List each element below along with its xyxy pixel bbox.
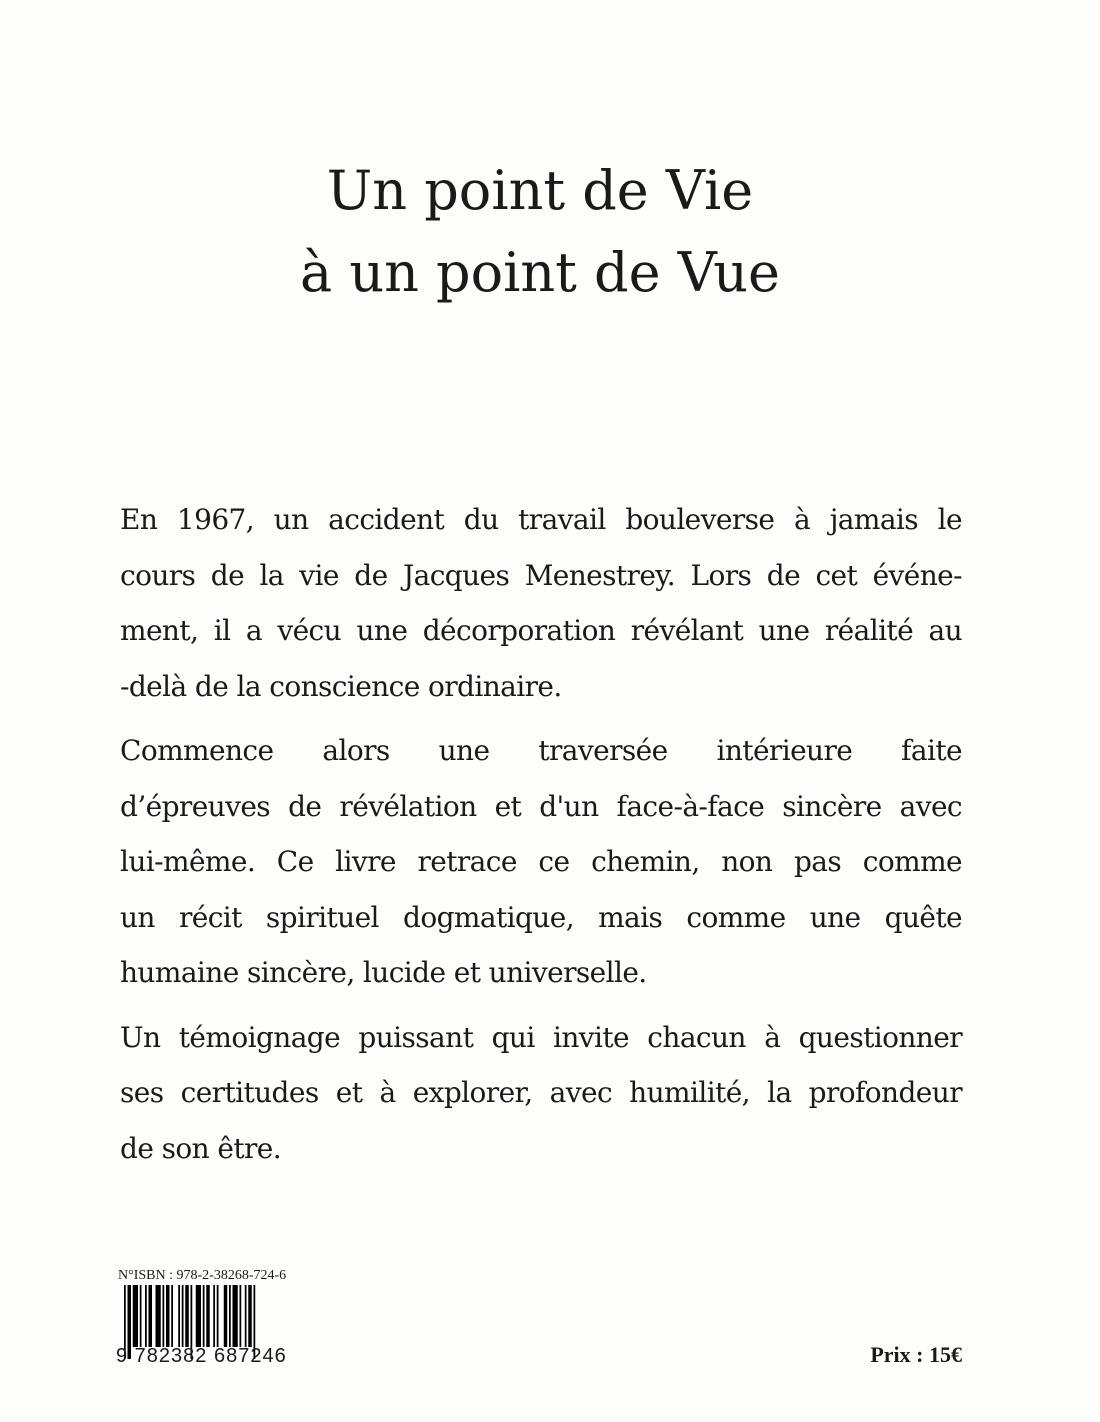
paragraph <box>120 729 962 1007</box>
paragraph-line: ment, il a vécu une décorporation révélant une réalité au <box>120 614 962 647</box>
paragraph-line: lui-même. Ce livre retrace ce chemin, non pas comme <box>120 845 962 878</box>
paragraph-line: de son être. <box>120 1131 282 1165</box>
barcode-bar <box>245 1285 247 1347</box>
paragraph-line: d’épreuves de révélation et d'un face-à-face sincère avec <box>120 789 962 823</box>
barcode-bar <box>203 1285 205 1347</box>
title-line-2: à un point de Vue <box>299 241 781 304</box>
paragraph-line: un récit spirituel dogmatique, mais comme une quête <box>120 900 962 934</box>
paragraph-line: Commence alors une traversée intérieure faite <box>120 734 962 767</box>
barcode-bar <box>140 1285 142 1347</box>
barcode-bar <box>156 1285 161 1347</box>
barcode-bar <box>224 1285 228 1347</box>
paragraph-line: ses certitudes et à explorer, avec humilité, la profondeur <box>120 1076 962 1109</box>
barcode-bar <box>196 1285 201 1347</box>
barcode-bar <box>171 1285 173 1347</box>
paragraph-line: humaine sincère, lucide et universelle. <box>120 956 647 989</box>
book-title <box>0 150 1080 314</box>
barcode-bar <box>248 1285 252 1347</box>
barcode-digits: 9 782382 687246 <box>116 1345 287 1367</box>
barcode-bar <box>185 1285 189 1347</box>
barcode-bar <box>133 1285 138 1347</box>
paragraph-line: cours de la vie de Jacques Menestrey. Lors de cet événe- <box>120 558 962 592</box>
barcode-bar <box>145 1285 147 1347</box>
back-cover-blurb <box>120 498 962 1191</box>
isbn-label: N°ISBN : 978-2-38268-724-6 <box>118 1268 287 1283</box>
barcode-bar <box>240 1285 242 1347</box>
barcode-bar <box>178 1285 180 1347</box>
price: Prix : 15€ <box>870 1342 962 1367</box>
barcode-bar <box>229 1285 231 1347</box>
paragraph-line: -delà de la conscience ordinaire. <box>120 669 562 703</box>
barcode-bar <box>182 1285 184 1347</box>
paragraph <box>120 498 962 720</box>
paragraph-line: En 1967, un accident du travail bouleverse à jamais le <box>120 503 962 536</box>
title-line-1: Un point de Vie <box>326 159 754 222</box>
barcode-bar <box>213 1285 215 1347</box>
barcode-bar <box>149 1285 153 1347</box>
barcode-bar <box>217 1285 219 1347</box>
barcode-bar <box>233 1285 238 1347</box>
barcode-bar <box>206 1285 210 1347</box>
paragraph-line: Un témoignage puissant qui invite chacun à questionner <box>120 1020 962 1054</box>
barcode-bar <box>166 1285 170 1347</box>
barcode-bar <box>163 1285 165 1347</box>
paragraph <box>120 1016 962 1183</box>
